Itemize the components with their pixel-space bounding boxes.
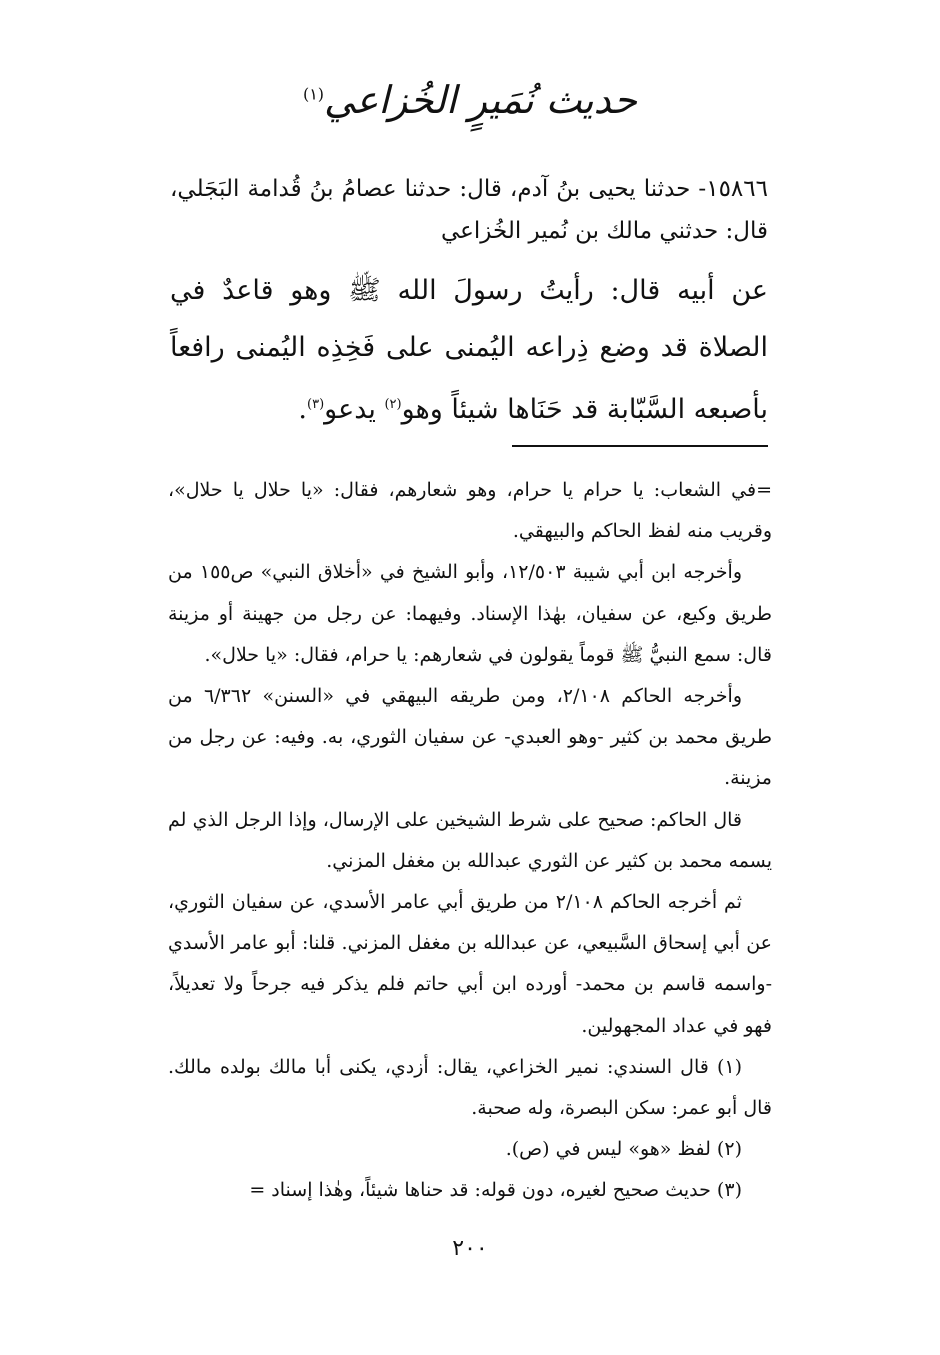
footnote-1: (١) قال السندي: نمير الخزاعي، يقال: أزدي، يكنى أبا مالك بولده مالك. قال أبو عمر: سكن البصرة، وله صحبة. — [168, 1055, 772, 1120]
footnote-paragraph: وأخرجه ابن أبي شيبة ١٢/٥٠٣، وأبو الشيخ في «أخلاق النبي» ص١٥٥ من طريق وكيع، عن سفيان، بهٰذا الإسناد. وفيهما: عن رجل من جهينة أو مزينة قال: سمع النبيُّ ﷺ قوماً يقولون في شعارهم: يا حرام، فقال: «يا حلال». — [168, 561, 772, 666]
hadith-title-text: حديث نُمَيرٍ الخُزاعي — [324, 78, 638, 122]
footnote-paragraph: قال الحاكم: صحيح على شرط الشيخين على الإرسال، وإذا الرجل الذي لم يسمه محمد بن كثير عن الثوري عبدالله بن مغفل المزني. — [168, 808, 772, 872]
title-block — [0, 78, 940, 122]
footnotes-section — [168, 470, 772, 1212]
page-number: ٢٠٠ — [452, 1236, 488, 1261]
hadith-title — [303, 78, 637, 122]
footnote-continuation: =في الشعاب: يا حرام يا حرام، وهو شعارهم، فقال: «يا حلال يا حلال»، وقريب منه لفظ الحاكم والبيهقي. — [168, 479, 772, 543]
matn-end: . — [298, 394, 307, 425]
isnad-text: ١٥٨٦٦- حدثنا يحيى بنُ آدم، قال: حدثنا عصامُ بنُ قُدامة البَجَلي، قال: حدثني مالك بن نُمير الخُزاعي — [170, 176, 768, 244]
footnote-marker-3: (٣) — [307, 397, 325, 412]
footnote-paragraph: وأخرجه الحاكم ٢/١٠٨، ومن طريقه البيهقي في «السنن» ٦/٣٦٢ من طريق محمد بن كثير -وهو العبدي- عن سفيان الثوري، به. وفيه: عن رجل من مزينة. — [168, 685, 772, 790]
matn-part-2: يدعو — [324, 394, 385, 425]
footnote-paragraph: ثم أخرجه الحاكم ٢/١٠٨ من طريق أبي عامر الأسدي، عن سفيان الثوري، عن أبي إسحاق السَّبيعي، عن عبدالله بن مغفل المزني. قلنا: أبو عامر الأسدي -واسمه قاسم بن محمد- أورده ابن أبي حاتم فلم يذكر فيه جرحاً ولا تعديلاً، فهو في عداد المجهولين. — [168, 891, 772, 1037]
footnote-divider — [512, 445, 768, 447]
footnote-3: (٣) حديث صحيح لغيره، دون قوله: قد حناها شيئاً، وهٰذا إسناد = — [249, 1179, 742, 1202]
matn-text — [170, 262, 768, 438]
footnote-marker-2: (٢) — [384, 397, 402, 412]
matn-part-1: عن أبيه قال: رأيتُ رسولَ الله ﷺ وهو قاعدٌ في الصلاة قد وضع ذِراعه اليُمنى على فَخِذِه اليُمنى رافعاً بأصبعه السَّبّابة قد حَنَاها شيئاً وهو — [170, 275, 768, 425]
title-footnote-marker: (١) — [302, 84, 325, 104]
footnote-2: (٢) لفظ «هو» ليس في (ص). — [505, 1138, 742, 1161]
